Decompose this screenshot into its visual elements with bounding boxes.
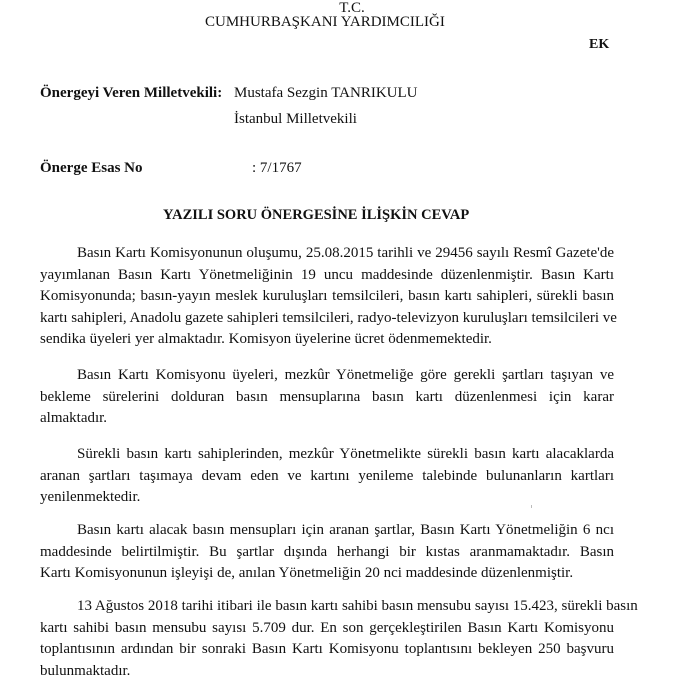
paragraph-1 — [40, 243, 617, 351]
paragraph-line: Basın Kartı Komisyonunun oluşumu, 25.08.2015 tarihli ve 29456 sayılı Resmî Gazete'de — [77, 245, 614, 261]
header-country-text: T.C. — [339, 0, 365, 16]
submitter-name: Mustafa Sezgin TANRIKULU — [234, 85, 418, 101]
submitter-row — [40, 85, 418, 102]
submitter-label: Önergeyi Veren Milletvekili: — [40, 85, 223, 101]
paragraph-line: kartı sahipleri, Anadolu gazete sahipleri temsilcileri, radyo-televizyon kuruluşları temsilcileri ve — [40, 309, 617, 326]
header-organization: CUMHURBAŞKANI YARDIMCILIĞI — [205, 14, 445, 30]
paragraph-line: kartı sahibi basın mensubu sayısı 5.709 dur. En son gerçekleştirilen Basın Kartı Komisyonu — [40, 619, 614, 636]
paragraph-line: maddesinde belirtilmiştir. Bu şartlar dışında herhangi bir kıstas aranmamaktadır. Basın — [40, 543, 614, 560]
paragraph-line: Komisyonunda; basın-yayın meslek kuruluşları temsilcileri, basın kartı sahipleri, sürekli basın — [40, 288, 614, 304]
paragraph-line: toplantısının ardından bir sonraki Basın Kartı Komisyonu toplantısını bekleyen 250 başvuru — [40, 641, 614, 657]
paragraph-5 — [40, 596, 638, 682]
paragraph-line: Basın Kartı Komisyonu üyeleri, mezkûr Yönetmeliğe göre gerekli şartları taşıyan ve — [77, 367, 614, 383]
annex-label: EK — [589, 37, 610, 52]
paragraph-line: Basın kartı alacak basın mensupları için aranan şartlar, Basın Kartı Yönetmeliğin 6 ncı — [77, 522, 614, 538]
paragraph-line: Sürekli basın kartı sahiplerinden, mezkûr Yönetmelikte sürekli basın kartı alacaklarda — [77, 446, 614, 462]
paragraph-line: yayımlanan Basın Kartı Yönetmeliğinin 19 uncu maddesinde düzenlenmiştir. Basın Kartı — [40, 266, 614, 283]
paragraph-3 — [40, 444, 614, 509]
paragraph-line: yenilenmektedir. — [40, 489, 141, 505]
motion-number-value: : 7/1767 — [252, 160, 302, 176]
paragraph-line: aranan şartları taşımaya devam eden ve kartını yenileme talebinde bulunanların kartları — [40, 467, 614, 484]
paragraph-line: bulunmaktadır. — [40, 662, 131, 679]
paragraph-4 — [40, 520, 614, 585]
paragraph-2 — [40, 365, 614, 430]
submitter-title: İstanbul Milletvekili — [234, 111, 357, 127]
paragraph-line: 13 Ağustos 2018 tarihi itibari ile basın kartı sahibi basın mensubu sayısı 15.423, sürekli basın — [77, 598, 638, 614]
paragraph-line: sendika üyeleri yer almaktadır. Komisyon üyelerine ücret ödenmemektedir. — [40, 331, 492, 347]
motion-number-row — [40, 160, 302, 177]
motion-number-label: Önerge Esas No — [40, 160, 143, 176]
paragraph-line: Kartı Komisyonunun işleyişi de, anılan Yönetmeliğin 20 nci maddesinde düzenlenmiştir. — [40, 565, 574, 581]
scan-artifact — [531, 505, 532, 508]
paragraph-line: almaktadır. — [40, 410, 108, 426]
paragraph-line: bekleme sürelerini dolduran basın mensuplarına basın kartı düzenlenmesi için karar — [40, 388, 614, 405]
document-title: YAZILI SORU ÖNERGESİNE İLİŞKİN CEVAP — [163, 207, 470, 223]
